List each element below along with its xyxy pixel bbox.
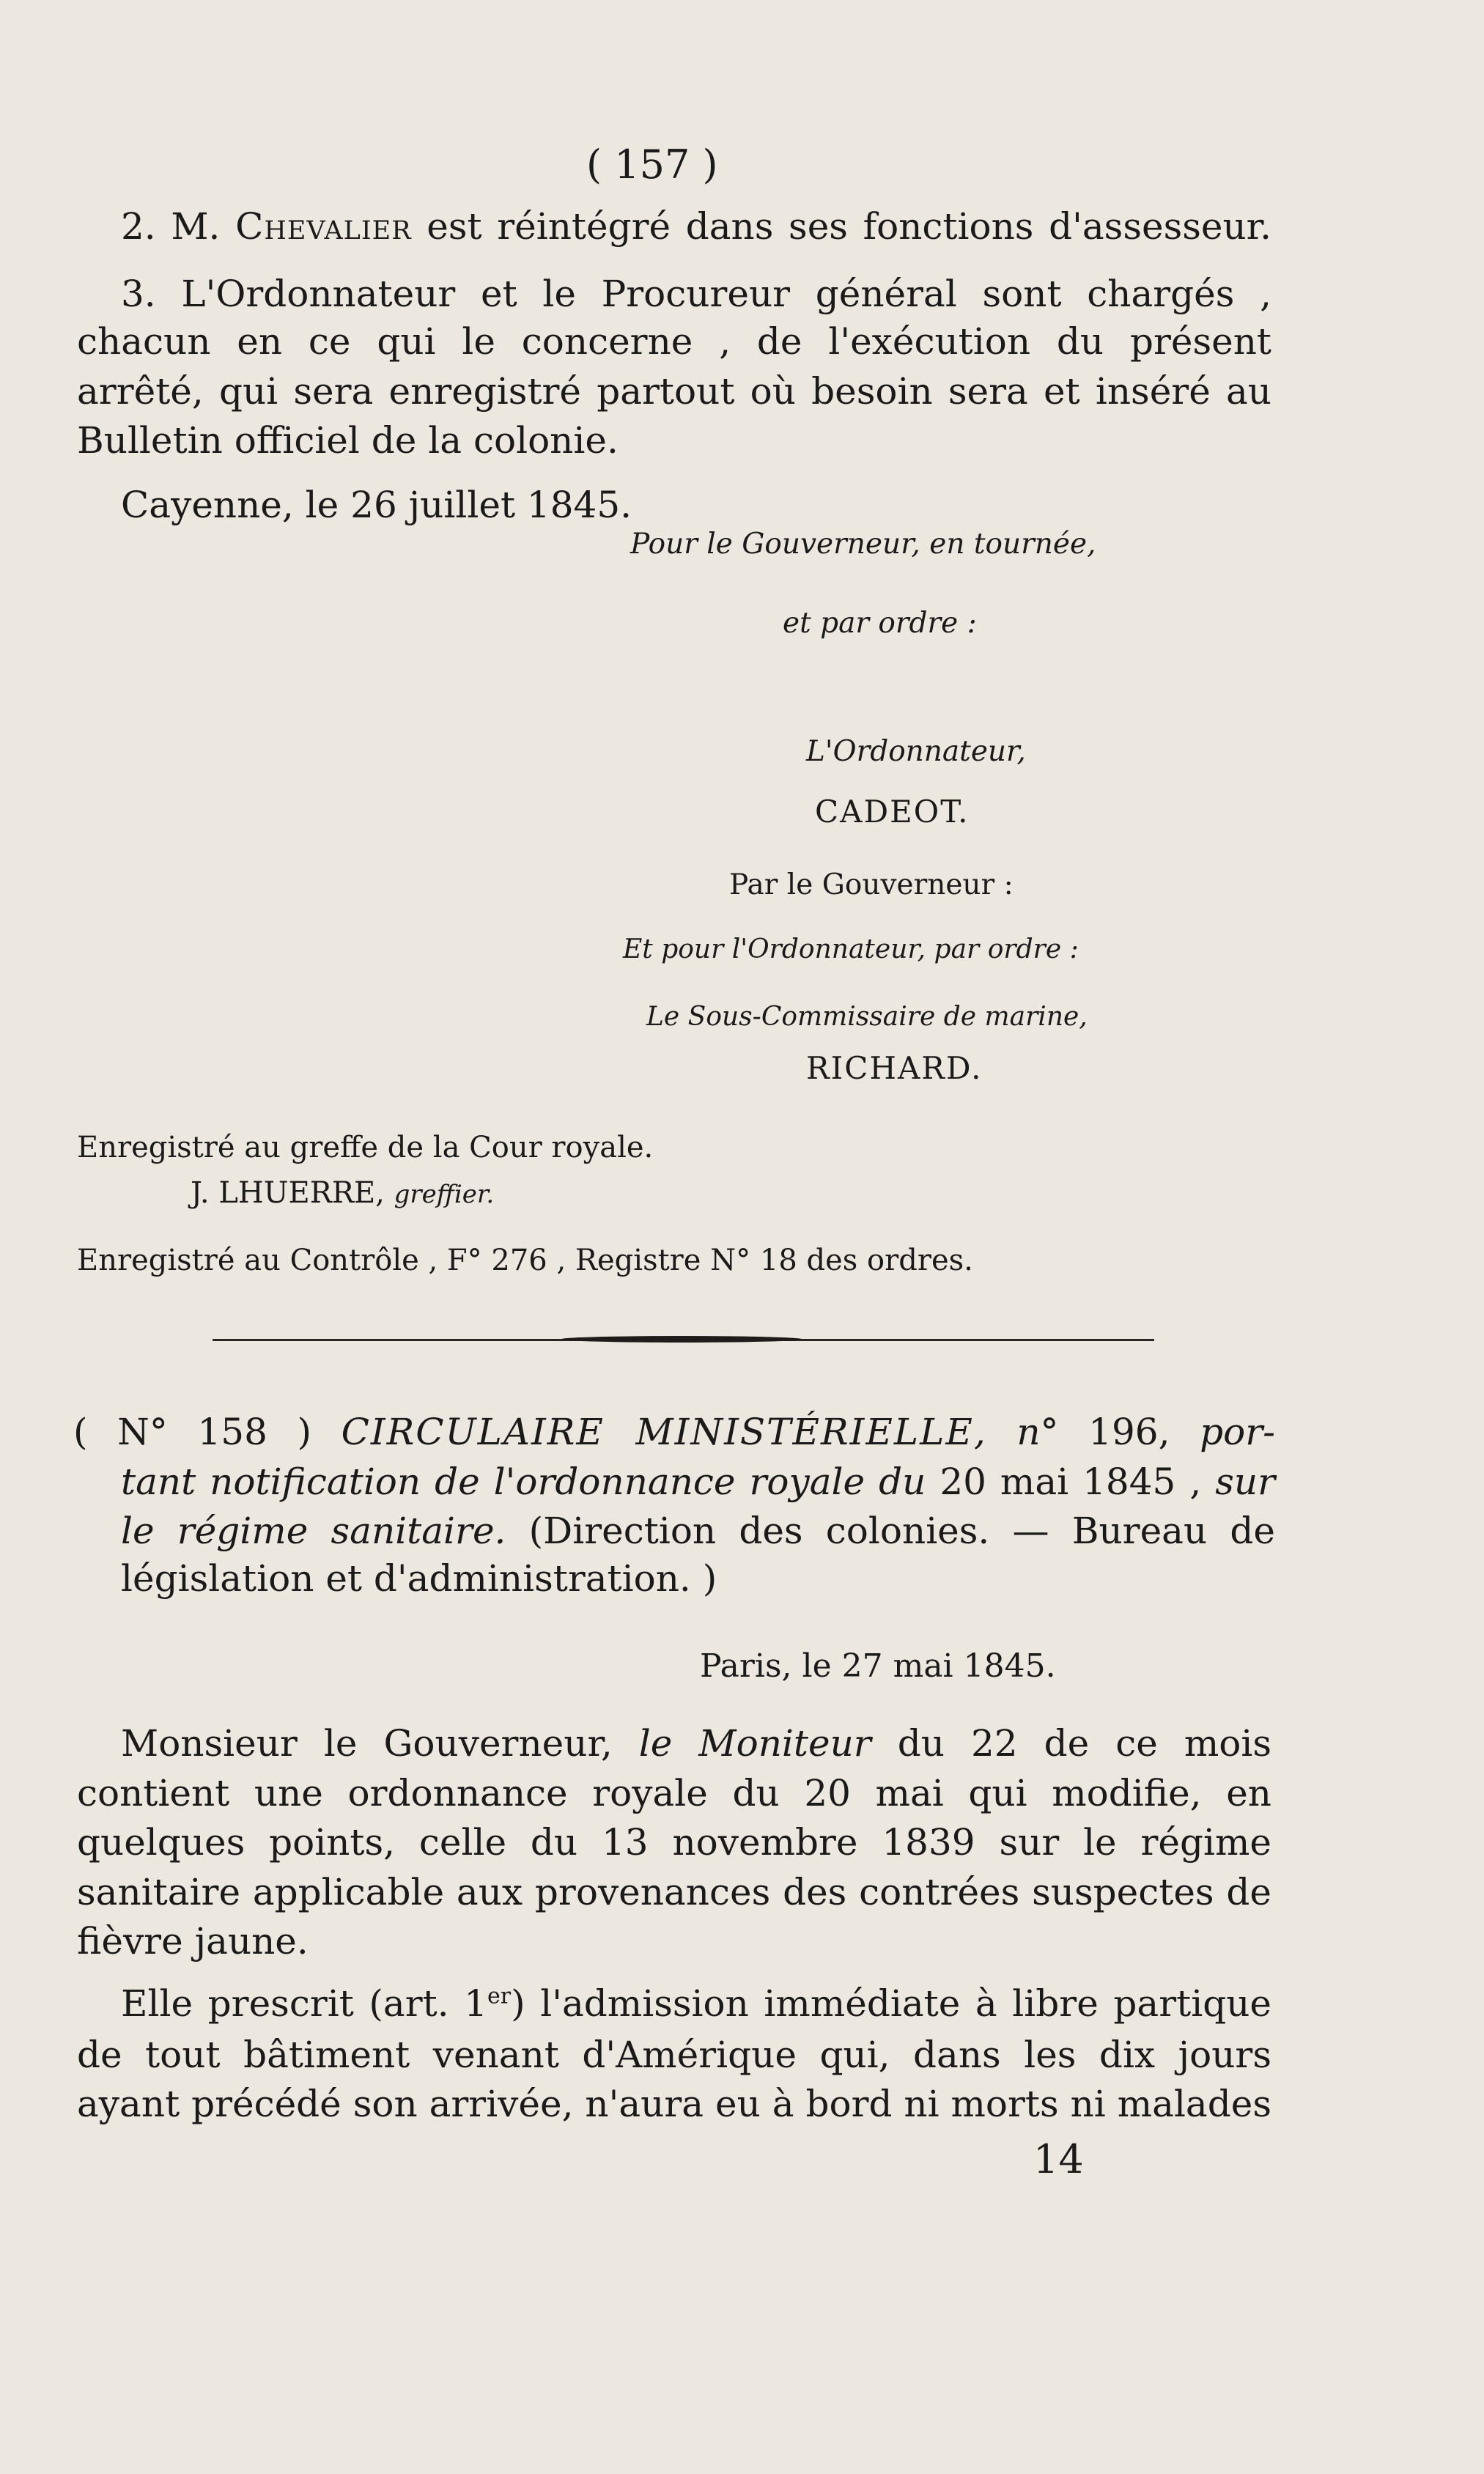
paris-date: Paris, le 27 mai 1845. bbox=[700, 1647, 1056, 1685]
signature-cadeot: CADEOT. bbox=[815, 794, 970, 830]
signature-richard: RICHARD. bbox=[806, 1050, 983, 1086]
para1-line-5: fièvre jaune. bbox=[77, 1920, 309, 1962]
enregistrement-greffier bbox=[191, 1176, 494, 1210]
page-number: ( 157 ) bbox=[586, 141, 718, 188]
article-3-line-3: arrêté, qui sera enregistré partout où besoin sera et inséré au bbox=[77, 370, 1271, 413]
article-2-num: 2. M. bbox=[121, 205, 221, 248]
greffier-title: greffier. bbox=[394, 1180, 495, 1209]
en-tournee-text: en tournée, bbox=[929, 528, 1096, 561]
circulaire-number: ( N° 158 ) bbox=[73, 1411, 311, 1453]
enregistrement-greffe: Enregistré au greffe de la Cour royale. bbox=[77, 1131, 654, 1164]
circulaire-line2-c: 1845 , bbox=[1082, 1461, 1202, 1503]
article-2-name: Chevalier bbox=[235, 205, 412, 248]
circulaire-heading-line-4: législation et d'administration. ) bbox=[121, 1557, 717, 1600]
para1-l1-c: du 22 de ce mois bbox=[897, 1722, 1271, 1765]
enregistrement-controle: Enregistré au Contrôle , F° 276 , Registre N° 18 des ordres. bbox=[77, 1244, 973, 1277]
para1-line-1 bbox=[121, 1722, 1271, 1765]
para1-l1-b: le Moniteur bbox=[638, 1722, 871, 1765]
circulaire-n-value: 196, bbox=[1088, 1411, 1170, 1453]
circulaire-n-label: n° bbox=[1016, 1411, 1059, 1453]
circulaire-line2-d: sur bbox=[1215, 1461, 1275, 1503]
signature-par-le-gouverneur: Par le Gouverneur : bbox=[729, 868, 1014, 901]
para2-l1-a: Elle prescrit (art. 1 bbox=[121, 1982, 488, 2025]
circulaire-line2-a: tant notification de l'ordonnance royale du bbox=[121, 1461, 926, 1503]
signature-sous-commissaire: Le Sous-Commissaire de marine, bbox=[646, 1002, 1088, 1032]
date-line: Cayenne, le 26 juillet 1845. bbox=[121, 484, 632, 526]
pour-gouverneur-text: Pour le Gouverneur, bbox=[630, 528, 920, 561]
signature-mark: 14 bbox=[1033, 2136, 1084, 2182]
section-divider-ornament bbox=[561, 1336, 802, 1343]
signature-ordonnateur: L'Ordonnateur, bbox=[806, 735, 1026, 768]
article-3-line-4: Bulletin officiel de la colonie. bbox=[77, 419, 619, 462]
para2-line-2: de tout bâtiment venant d'Amérique qui, dans les dix jours bbox=[77, 2034, 1271, 2076]
para1-line-4: sanitaire applicable aux provenances des contrées suspectes de bbox=[77, 1871, 1271, 1913]
para1-line-3: quelques points, celle du 13 novembre 1839 sur le régime bbox=[77, 1821, 1271, 1864]
para2-l1-b: ) l'admission immédiate à libre partique bbox=[511, 1982, 1271, 2025]
signature-par-ordre: et par ordre : bbox=[783, 607, 977, 640]
circulaire-heading-line-1 bbox=[73, 1411, 1275, 1453]
circulaire-line3-a: le régime sanitaire. bbox=[121, 1510, 506, 1552]
para1-line-2: contient une ordonnance royale du 20 mai qui modifie, en bbox=[77, 1772, 1271, 1814]
article-3-line-1: 3. L'Ordonnateur et le Procureur général sont chargés , bbox=[121, 273, 1271, 315]
signature-pour-gouverneur bbox=[630, 528, 1096, 561]
article-2 bbox=[121, 205, 1271, 248]
circulaire-por: por- bbox=[1200, 1411, 1275, 1453]
circulaire-title: CIRCULAIRE MINISTÉRIELLE, bbox=[341, 1411, 987, 1453]
circulaire-line2-b: 20 mai bbox=[940, 1461, 1069, 1503]
greffier-name: J. LHUERRE, bbox=[191, 1176, 385, 1210]
signature-et-pour-ordonnateur: Et pour l'Ordonnateur, par ordre : bbox=[623, 934, 1079, 964]
para1-l1-a: Monsieur le Gouverneur, bbox=[121, 1722, 613, 1765]
article-2-text: est réintégré dans ses fonctions d'assesseur. bbox=[427, 205, 1271, 248]
para2-line-1 bbox=[121, 1982, 1271, 2025]
circulaire-line3-b: (Direction des colonies. — Bureau de bbox=[528, 1510, 1275, 1552]
circulaire-heading-line-2 bbox=[121, 1461, 1275, 1503]
para2-line-3: ayant précédé son arrivée, n'aura eu à bord ni morts ni malades bbox=[77, 2083, 1271, 2125]
para2-l1-sup: er bbox=[487, 1983, 512, 2009]
circulaire-heading-line-3 bbox=[121, 1510, 1275, 1552]
article-3-line-2: chacun en ce qui le concerne , de l'exécution du présent bbox=[77, 320, 1271, 363]
